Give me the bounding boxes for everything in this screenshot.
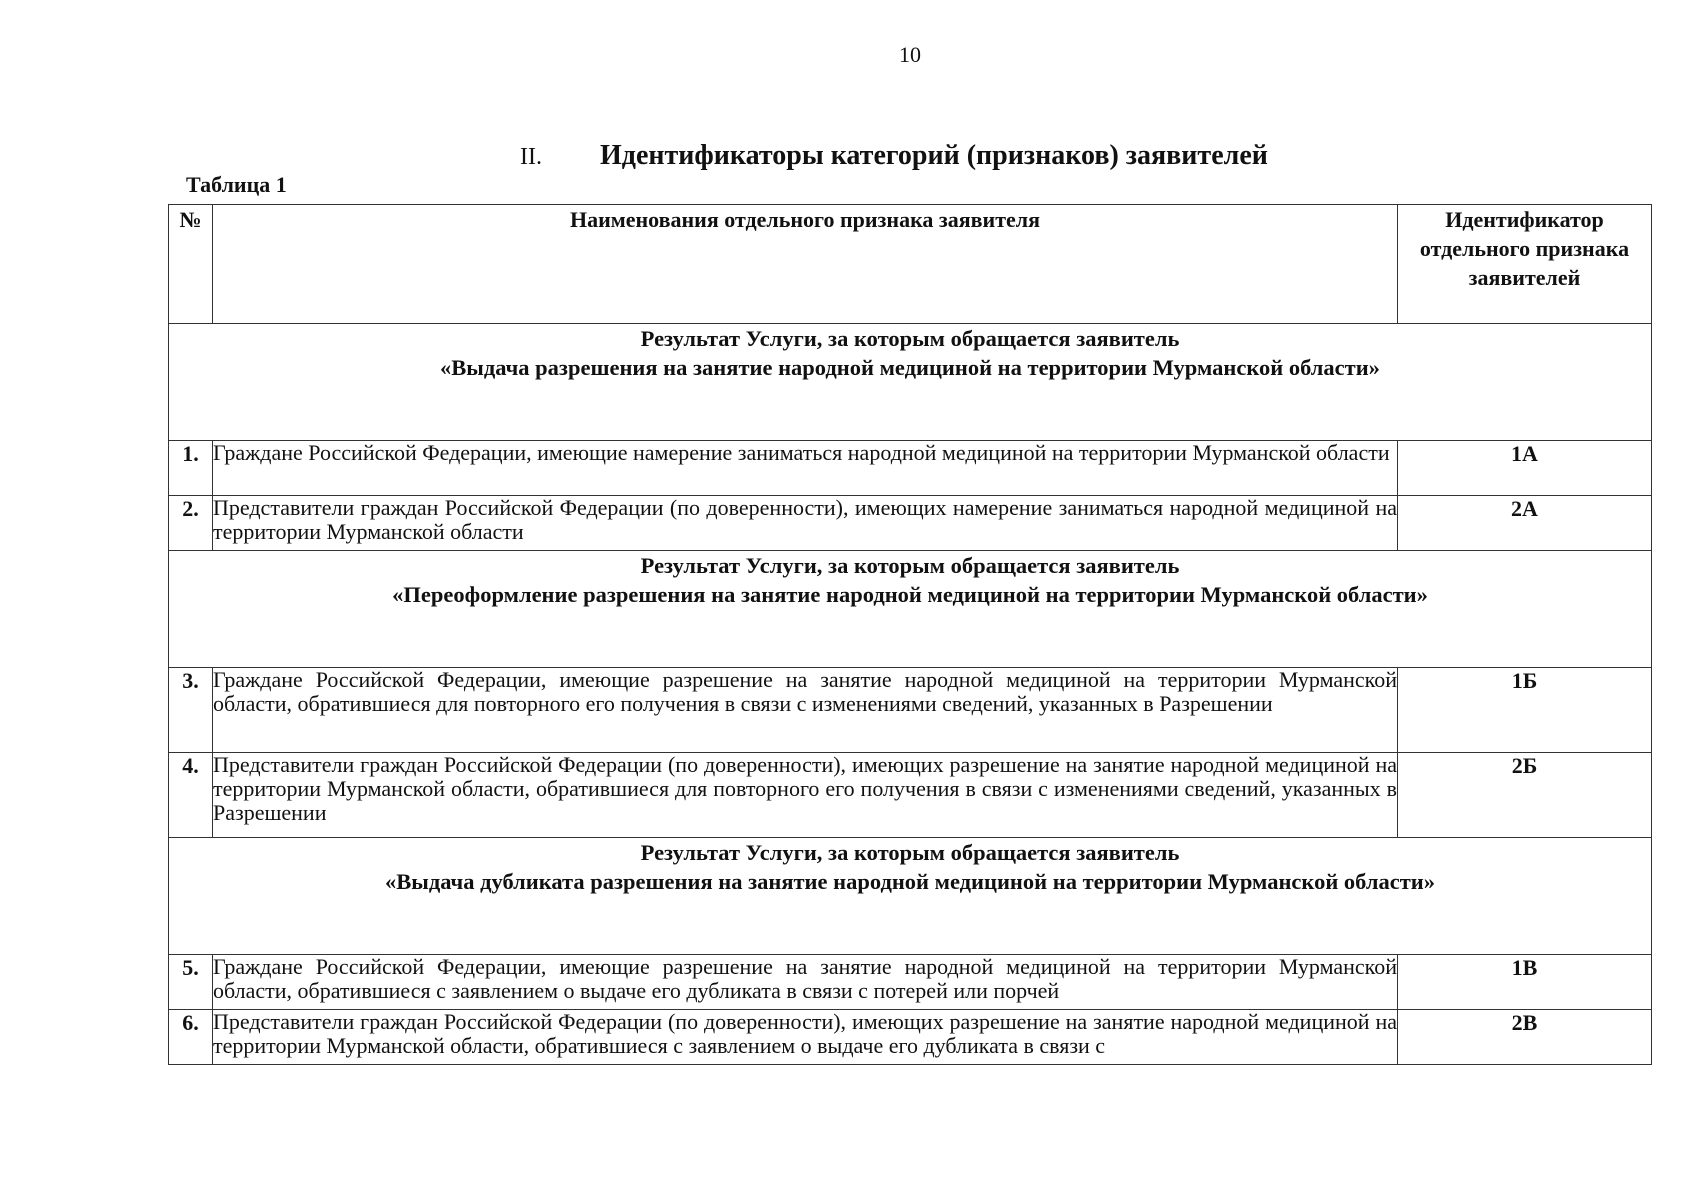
group-heading-line2: «Переоформление разрешения на занятие народной медициной на территории Мурманской области» — [392, 582, 1428, 607]
table-row — [169, 668, 1652, 753]
row-number: 5. — [169, 955, 213, 1010]
row-identifier: 1В — [1398, 955, 1652, 1010]
group-heading-duplicate — [169, 838, 1652, 955]
row-name: Представители граждан Российской Федерации (по доверенности), имеющих намерение заниматься народной медициной на территории Мурманской области — [213, 496, 1398, 551]
row-name: Граждане Российской Федерации, имеющие разрешение на занятие народной медициной на территории Мурманской области, обратившиеся для повторного его получения в связи с изменениями сведений, указанных в Разрешении — [213, 668, 1398, 753]
row-name: Граждане Российской Федерации, имеющие разрешение на занятие народной медициной на территории Мурманской области, обратившиеся с заявлением о выдаче его дубликата в связи с потерей или порчей — [213, 955, 1398, 1010]
table-row — [169, 955, 1652, 1010]
row-name: Представители граждан Российской Федерации (по доверенности), имеющих разрешение на занятие народной медициной на территории Мурманской области, обратившиеся с заявлением о выдаче его дубликата в связи с — [213, 1010, 1398, 1065]
row-identifier: 2Б — [1398, 753, 1652, 838]
group-heading-reissue — [169, 551, 1652, 668]
row-number: 6. — [169, 1010, 213, 1065]
page-number: 10 — [899, 42, 921, 67]
table-row — [169, 753, 1652, 838]
group-heading-row — [169, 838, 1652, 955]
table-label: Таблица 1 — [186, 172, 287, 197]
table-row — [169, 441, 1652, 496]
applicant-categories-table — [168, 204, 1652, 1065]
header-number: № — [169, 205, 213, 324]
section-title: Идентификаторы категорий (признаков) заявителей — [600, 140, 1268, 171]
row-identifier: 2А — [1398, 496, 1652, 551]
group-heading-row — [169, 324, 1652, 441]
row-identifier: 2В — [1398, 1010, 1652, 1065]
section-heading — [520, 140, 1268, 172]
row-name: Граждане Российской Федерации, имеющие намерение заниматься народной медициной на территории Мурманской области — [213, 441, 1398, 496]
group-heading-issue — [169, 324, 1652, 441]
header-name: Наименования отдельного признака заявителя — [213, 205, 1398, 324]
group-heading-row — [169, 551, 1652, 668]
table-header-row — [169, 205, 1652, 324]
group-heading-line1: Результат Услуги, за которым обращается заявитель — [640, 840, 1180, 865]
group-heading-line2: «Выдача дубликата разрешения на занятие народной медициной на территории Мурманской области» — [385, 869, 1435, 894]
group-heading-line1: Результат Услуги, за которым обращается заявитель — [640, 553, 1180, 578]
table-row — [169, 1010, 1652, 1065]
row-number: 2. — [169, 496, 213, 551]
group-heading-line2: «Выдача разрешения на занятие народной медициной на территории Мурманской области» — [440, 355, 1380, 380]
row-number: 3. — [169, 668, 213, 753]
row-number: 4. — [169, 753, 213, 838]
table-row — [169, 496, 1652, 551]
row-identifier: 1А — [1398, 441, 1652, 496]
group-heading-line1: Результат Услуги, за которым обращается заявитель — [640, 326, 1180, 351]
row-number: 1. — [169, 441, 213, 496]
row-name: Представители граждан Российской Федерации (по доверенности), имеющих разрешение на занятие народной медициной на территории Мурманской области, обратившиеся для повторного его получения в связи с изменениями сведений, указанных в Разрешении — [213, 753, 1398, 838]
row-identifier: 1Б — [1398, 668, 1652, 753]
section-roman-numeral: II. — [520, 144, 542, 170]
header-identifier: Идентификатор отдельного признака заявителей — [1398, 205, 1652, 324]
